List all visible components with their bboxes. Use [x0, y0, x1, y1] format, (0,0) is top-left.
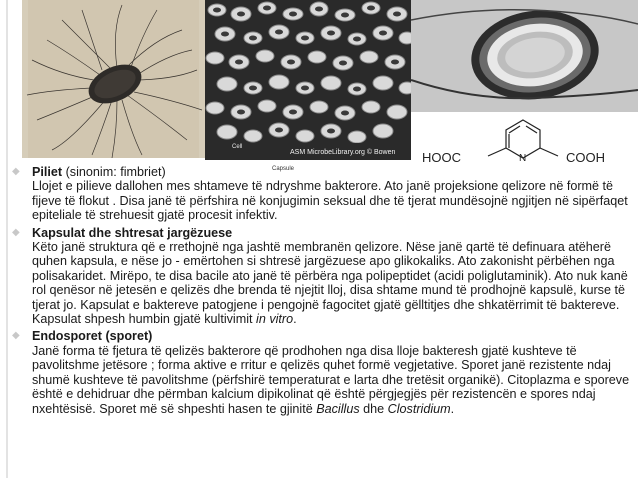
section-body: Këto janë struktura që e rrethojnë nga jashtë membranën qelizore. Nëse janë qartë të definuara atëherë quhen kapsula, e nëse jo - emërtohen si shtresë jargëzuese apo glikokaliks. Ato zakonisht përbëhen nga polisakaridet. Mirëpo, te disa bacile ato janë të përbëra nga polipeptidet (acidi poliglutaminik). Ato nuk kanë rol qenësor në jetesën e qelizës dhe brenda të njejtit lloj, disa shtame mund të prodhojnë kapsulë, kurse të tjerat jo. Kapsulat e baktereve patogjene i pengojnë fagocitet gjatë gëlltitjes dhe shkatërrimit të baktereve. Kapsulat shpesh humbin gjatë kultivimit in vitro.: [32, 240, 628, 327]
section-body: Llojet e pilieve dallohen mes shtameve të ndryshme bakterore. Ato janë projeksione qelizore në formë të fijeve të flokut . Disa janë të përfshira në konjugimin seksual dhe të tjerat mundësojnë ngjitjen në sipërfaqet epiteliale të strehuesit gjatë procesit infektiv.: [32, 179, 628, 223]
image-credit: ASM MicrobeLibrary.org © Bowen: [290, 149, 396, 156]
capsule-caption: Capsule: [272, 166, 295, 172]
bullet-icon: ◆: [12, 330, 20, 342]
molecule-cooh-label: COOH: [566, 150, 605, 165]
section-term: Endosporet (sporet): [32, 329, 153, 344]
endospore-micrograph: [411, 0, 638, 112]
bacterium-pili-micrograph: [22, 0, 205, 158]
section-endosporet: [12, 329, 634, 415]
dipicolinic-acid-structure: [418, 120, 628, 168]
section-term: Piliet: [32, 165, 63, 179]
cell-caption: Cell: [232, 144, 243, 150]
section-synonym: (sinonim: fimbriet): [62, 165, 166, 179]
molecule-n-label: N: [519, 153, 527, 164]
capsule-micrograph: [205, 0, 411, 160]
section-piliet: [12, 165, 634, 223]
bullet-icon: ◆: [12, 166, 20, 177]
section-body: Janë forma të fjetura të qelizës bakterore që prodhohen nga disa lloje bakteresh gjatë kushteve të pavolitshme jetësore ; forma aktive e rritur e qelizës quhet formë vegjetative. Sporet janë rezistente ndaj shumë kushteve të pavolitshme (përfshirë temperaturat e larta dhe tretësit organikë). Citoplazma e sporeve është e dehidruar dhe përmban kalcium dipikolinat që është përgjegjës për rezistencën e spores ndaj nxehtësisë. Sporet më së shpeshti hasen te gjinitë Bacillus dhe Clostridium.: [32, 343, 630, 416]
section-term: Kapsulat dhe shtresat jargëzuese: [32, 225, 233, 240]
slide-body: [12, 165, 634, 419]
molecule-hooc-label: HOOC: [422, 150, 461, 165]
bullet-icon: ◆: [12, 226, 20, 238]
section-kapsulat: [12, 226, 634, 327]
